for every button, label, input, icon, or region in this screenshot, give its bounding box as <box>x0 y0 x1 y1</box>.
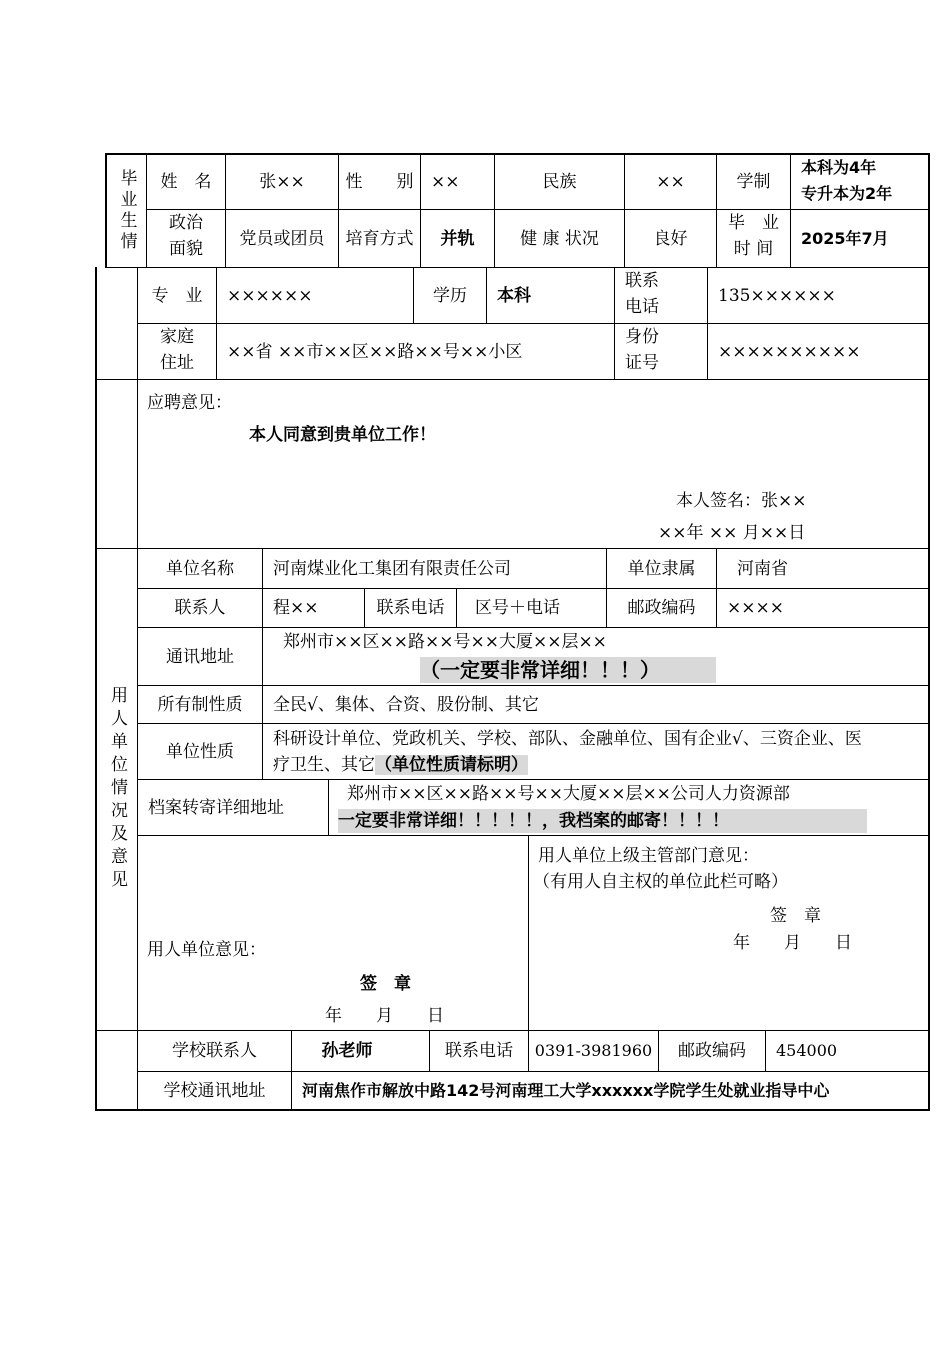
id-label <box>615 324 707 379</box>
phone-label <box>615 268 707 323</box>
training-value[interactable]: 并轨 <box>440 228 475 249</box>
application-statement[interactable]: 本人同意到贵单位工作！ <box>249 425 436 445</box>
schooling-label: 学制 <box>736 172 771 192</box>
employer-postcode-value[interactable]: ×××× <box>727 598 784 618</box>
school-phone-value[interactable]: 0391-3981960 <box>534 1041 653 1060</box>
home-address-label-line-1: 家庭 <box>160 327 194 347</box>
schooling-value[interactable] <box>791 155 928 209</box>
gender-value[interactable]: ×× <box>431 172 460 192</box>
political-value[interactable]: 党员或团员 <box>239 228 325 249</box>
application-label: 应聘意见： <box>147 393 232 413</box>
phone-value[interactable]: 135×××××× <box>718 285 836 306</box>
schooling-value-line-2: 专升本为2年 <box>801 184 893 203</box>
grid-line <box>95 1109 930 1111</box>
archive-address-value[interactable]: 郑州市××区××路××号××大厦××层××公司人力资源部 <box>347 784 790 804</box>
phone-label-line-2: 电话 <box>625 297 659 317</box>
grad-time-label-line-2: 时 间 <box>733 239 774 259</box>
education-label: 学历 <box>433 285 467 306</box>
affiliation-value[interactable]: 河南省 <box>737 558 788 579</box>
id-value[interactable]: ×××××××××× <box>718 341 861 362</box>
training-label: 培育方式 <box>345 228 414 249</box>
grid-line <box>928 267 930 1111</box>
unit-nature-note: （单位性质请标明） <box>375 755 528 775</box>
grad-time-label-line-1: 毕 业 <box>728 213 779 233</box>
employer-opinion-seal[interactable]: 签 章 <box>360 974 411 994</box>
archive-address-label: 档案转寄详细地址 <box>148 797 284 818</box>
contact-value[interactable]: 程×× <box>273 598 319 618</box>
gender-label: 性 别 <box>345 172 414 192</box>
school-postcode-value[interactable]: 454000 <box>776 1041 838 1060</box>
grid-line <box>137 835 930 836</box>
school-address-value[interactable]: 河南焦作市解放中路142号河南理工大学xxxxxx学院学生处就业指导中心 <box>302 1080 830 1100</box>
ownership-value[interactable]: 全民√、集体、合资、股份制、其它 <box>273 694 539 715</box>
school-phone-label: 联系电话 <box>445 1041 513 1061</box>
unit-name-label: 单位名称 <box>166 558 234 579</box>
affiliation-label: 单位隶属 <box>627 558 696 579</box>
employer-opinion-label: 用人单位意见： <box>147 940 266 960</box>
grid-line <box>928 153 930 268</box>
grid-line <box>328 779 329 836</box>
political-label-line-1: 政治 <box>169 213 203 233</box>
education-value[interactable]: 本科 <box>497 285 531 306</box>
id-label-line-1: 身份 <box>625 327 659 347</box>
id-label-line-2: 证号 <box>625 353 659 373</box>
employer-opinion-date[interactable]: 年 月 日 <box>325 1006 444 1026</box>
unit-nature-label: 单位性质 <box>166 741 234 762</box>
grid-line <box>528 835 529 1031</box>
superior-opinion-seal[interactable]: 签 章 <box>770 906 821 926</box>
name-label: 姓 名 <box>160 172 212 192</box>
superior-opinion-label: 用人单位上级主管部门意见： <box>538 846 759 866</box>
superior-opinion-date[interactable]: 年 月 日 <box>733 933 852 953</box>
school-postcode-label: 邮政编码 <box>678 1041 746 1061</box>
employer-postcode-label: 邮政编码 <box>627 598 696 618</box>
political-label <box>147 210 225 267</box>
phone-label-line-1: 联系 <box>625 271 659 291</box>
ethnicity-value[interactable]: ×× <box>656 172 685 192</box>
grid-line <box>95 379 930 380</box>
major-label: 专 业 <box>151 285 203 306</box>
unit-name-value[interactable]: 河南煤业化工集团有限责任公司 <box>273 558 511 579</box>
application-date[interactable]: ××年 ×× 月××日 <box>658 523 806 543</box>
schooling-value-line-1: 本科为4年 <box>801 158 877 177</box>
school-contact-label: 学校联系人 <box>172 1041 257 1061</box>
contact-phone-label: 联系电话 <box>376 598 445 618</box>
employer-section-label: 用人单位情况及意见 <box>107 686 127 893</box>
name-value[interactable]: 张×× <box>259 172 305 192</box>
mail-address-note: （一定要非常详细！！！） <box>420 657 716 683</box>
home-address-value[interactable]: ××省 ××市××区××路××号××小区 <box>227 341 523 362</box>
unit-nature-value[interactable] <box>263 726 928 779</box>
mail-address-value[interactable]: 郑州市××区××路××号××大厦××层×× <box>283 632 607 652</box>
health-label: 健 康 状况 <box>520 228 599 249</box>
grad-time-value[interactable]: 2025年7月 <box>801 228 889 248</box>
political-label-line-2: 面貌 <box>169 239 203 259</box>
unit-nature-line-1: 科研设计单位、党政机关、学校、部队、金融单位、国有企业√、三资企业、医 <box>273 729 862 749</box>
home-address-label <box>138 324 216 379</box>
archive-address-note: 一定要非常详细！！！！！，我档案的邮寄！！！！ <box>338 809 867 833</box>
school-address-label: 学校通讯地址 <box>163 1080 266 1101</box>
ownership-label: 所有制性质 <box>157 694 243 715</box>
superior-opinion-note: （有用人自主权的单位此栏可略） <box>533 872 788 892</box>
applicant-signature[interactable]: 本人签名：张×× <box>676 491 807 511</box>
contact-label: 联系人 <box>174 598 226 618</box>
major-value[interactable]: ×××××× <box>227 285 313 306</box>
home-address-label-line-2: 住址 <box>160 353 194 373</box>
unit-nature-line-2-text: 疗卫生、其它 <box>273 755 375 775</box>
grad-time-label <box>717 210 790 267</box>
graduate-section-label: 毕业生情 <box>116 169 137 253</box>
contact-phone-value[interactable]: 区号＋电话 <box>475 598 560 618</box>
unit-nature-line-2 <box>273 752 928 778</box>
ethnicity-label: 民族 <box>542 172 577 192</box>
health-value[interactable]: 良好 <box>653 228 688 249</box>
mail-address-label: 通讯地址 <box>166 646 234 667</box>
school-contact-value[interactable]: 孙老师 <box>321 1041 373 1061</box>
